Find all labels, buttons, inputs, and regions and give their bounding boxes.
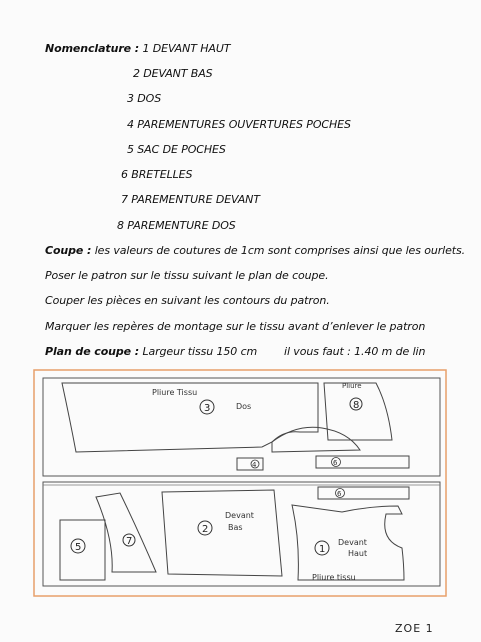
piece-6-strip-bottom bbox=[318, 487, 409, 499]
piece-number-1: 1 bbox=[319, 544, 326, 555]
nomenclature-item-6: 6 BRETELLES bbox=[121, 168, 193, 181]
nomenclature-item-8: 8 PAREMENTURE DOS bbox=[117, 219, 236, 232]
nomenclature-item-5: 5 SAC DE POCHES bbox=[127, 143, 226, 156]
piece-2-outline bbox=[162, 490, 282, 576]
page-code: ZOE 1 bbox=[395, 622, 434, 635]
nomenclature-item-1: 1 DEVANT HAUT bbox=[142, 42, 231, 55]
label-devant-haut-2: Haut bbox=[348, 549, 368, 558]
label-devant-haut-1: Devant bbox=[338, 538, 367, 547]
piece-number-5: 5 bbox=[75, 542, 82, 553]
piece-6-strip-top bbox=[316, 456, 409, 468]
instruction-2: Couper les pièces en suivant les contours du patron. bbox=[45, 294, 330, 307]
piece-number-8: 8 bbox=[353, 400, 360, 411]
piece-number-4: 4 bbox=[252, 461, 257, 469]
nomenclature-item-4: 4 PAREMENTURES OUVERTURES POCHES bbox=[127, 118, 351, 131]
fabric-bottom-half bbox=[43, 482, 440, 586]
nomenclature-label: Nomenclature : bbox=[45, 42, 140, 55]
label-dos: Dos bbox=[236, 402, 252, 411]
piece-8-outline bbox=[324, 383, 392, 440]
piece-number-2: 2 bbox=[202, 524, 209, 535]
nomenclature-item-3: 3 DOS bbox=[127, 92, 162, 105]
piece-number-7: 7 bbox=[126, 536, 133, 547]
label-devant-bas-1: Devant bbox=[225, 511, 254, 520]
plan-amount: il vous faut : 1.40 m de lin bbox=[284, 345, 426, 358]
nomenclature-item-7: 7 PAREMENTURE DEVANT bbox=[121, 193, 260, 206]
plan-label: Plan de coupe : bbox=[45, 345, 140, 358]
label-pliure-tissu-top: Pliure Tissu bbox=[152, 388, 198, 397]
coupe-text: les valeurs de coutures de 1cm sont comprises ainsi que les ourlets. bbox=[91, 244, 466, 257]
piece-number-6a: 6 bbox=[333, 459, 338, 467]
piece-5-outline bbox=[60, 520, 105, 580]
nomenclature-item-2: 2 DEVANT BAS bbox=[133, 67, 213, 80]
instruction-1: Poser le patron sur le tissu suivant le plan de coupe. bbox=[45, 269, 329, 282]
instruction-3: Marquer les repères de montage sur le tissu avant d’enlever le patron bbox=[45, 320, 426, 333]
label-pliure-tissu-bottom: Pliure tissu bbox=[312, 573, 356, 582]
label-devant-bas-2: Bas bbox=[228, 523, 243, 532]
plan-largeur: Largeur tissu 150 cm bbox=[139, 345, 258, 358]
coupe-label: Coupe : bbox=[45, 244, 92, 257]
label-pliure-right: Pliure bbox=[342, 382, 362, 390]
piece-number-3: 3 bbox=[204, 403, 211, 414]
piece-number-6b: 6 bbox=[337, 490, 342, 498]
